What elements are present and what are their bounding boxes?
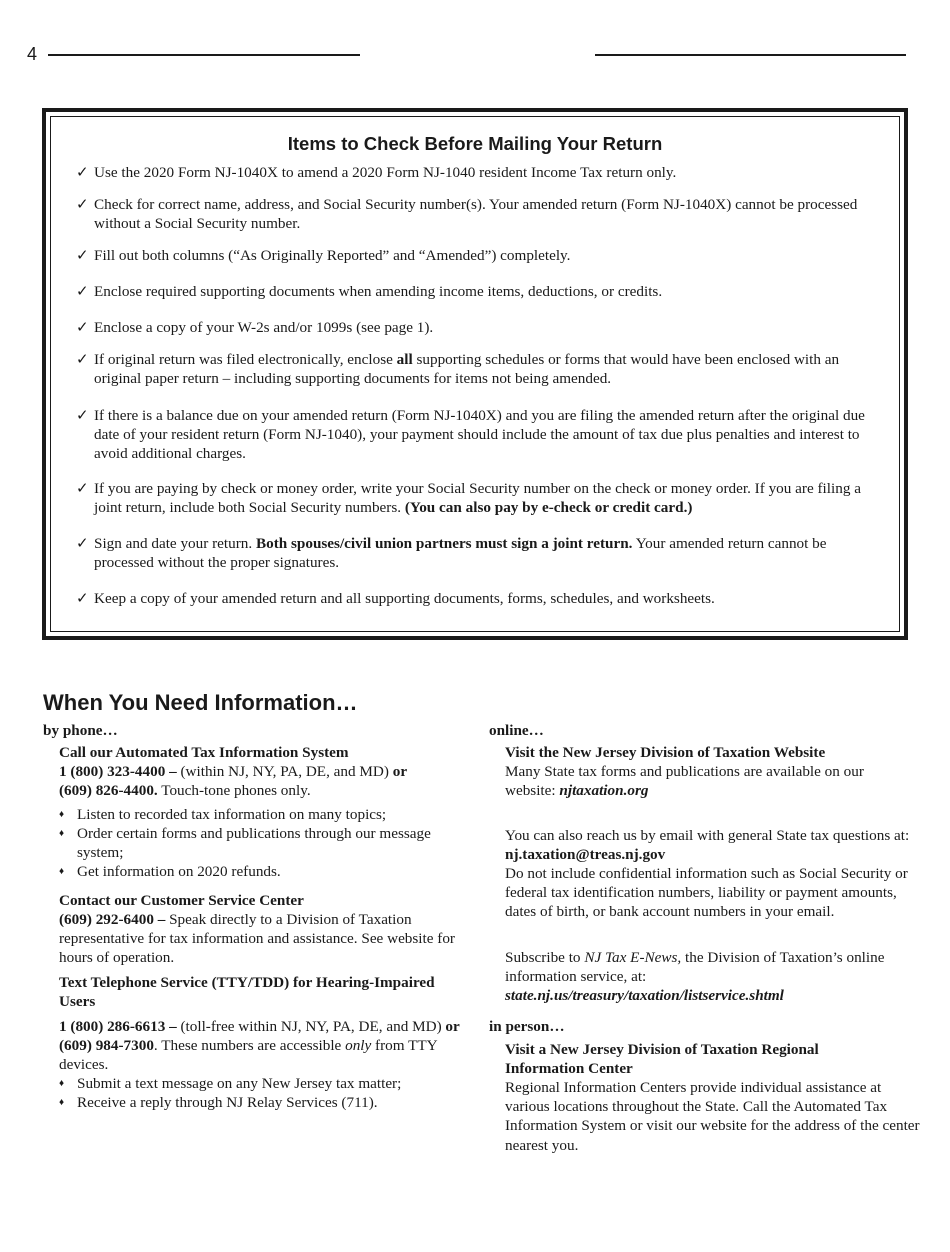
automated-heading: Call our Automated Tax Information System — [59, 744, 349, 761]
list-item: ♦ Order certain forms and publications through our message system; — [59, 825, 431, 862]
automated-details: 1 (800) 323-4400 – (within NJ, NY, PA, DE, and MD) or (609) 826-4400. Touch-tone phones only. — [59, 763, 408, 800]
header-rule-right — [595, 54, 906, 56]
check-icon: ✓ — [76, 247, 89, 264]
check-icon: ✓ — [76, 535, 89, 552]
diamond-bullet-icon: ♦ — [59, 866, 65, 877]
diamond-bullet-icon: ♦ — [59, 1097, 65, 1108]
checklist-box — [42, 108, 908, 640]
email-text: You can also reach us by email with general State tax questions at: nj.taxation@treas.nj.gov — [505, 827, 910, 864]
website-link[interactable]: njtaxation.org — [559, 782, 649, 800]
subscribe-link[interactable]: state.nj.us/treasury/taxation/listservice.shtml — [505, 987, 784, 1005]
tty-heading: Text Telephone Service (TTY/TDD) for Hearing-Impaired Users — [59, 974, 435, 1011]
confidential-caution: Do not include confidential information such as Social Security or federal tax identification numbers, liability or payment amounts, dates of birth, or bank account numbers in your email. — [505, 865, 908, 921]
checklist-inner-border — [50, 116, 900, 632]
page-number: 4 — [27, 44, 38, 64]
check-icon: ✓ — [76, 283, 89, 300]
check-icon: ✓ — [76, 351, 89, 368]
checklist-item: ✓ Fill out both columns (“As Originally Reported” and “Amended”) completely. — [76, 247, 571, 264]
check-icon: ✓ — [76, 196, 89, 213]
checklist-item: ✓ If original return was filed electronically, enclose all supporting schedules or forms that would have been enclosed with an original paper return – including supporting documents for items not being amended. — [76, 351, 840, 388]
checklist-item: ✓ Enclose required supporting documents when amending income items, deductions, or credits. — [76, 283, 663, 300]
info-section-title: When You Need Information… — [43, 690, 358, 715]
check-icon: ✓ — [76, 407, 89, 424]
checklist-item: ✓ If you are paying by check or money order, write your Social Security number on the check or money order. If you are filing a joint return, include both Social Security numbers. (You can also pay by e-check or credit card.) — [76, 480, 861, 517]
check-icon: ✓ — [76, 590, 89, 607]
in-person-heading: in person… — [489, 1018, 565, 1035]
regional-center-heading: Visit a New Jersey Division of Taxation Regional Information Center — [505, 1041, 819, 1078]
checklist-title: Items to Check Before Mailing Your Return — [287, 133, 663, 154]
online-heading: online… — [489, 722, 544, 739]
check-icon: ✓ — [76, 164, 89, 181]
website-heading: Visit the New Jersey Division of Taxation Website — [505, 744, 826, 761]
diamond-bullet-icon: ♦ — [59, 828, 65, 839]
list-item: ♦ Get information on 2020 refunds. — [59, 863, 281, 880]
subscribe-text: Subscribe to NJ Tax E-News, the Division of Taxation’s online information service, at: state.nj.us/treasury/taxation/listservice.shtml — [505, 949, 885, 1005]
check-icon: ✓ — [76, 319, 89, 336]
regional-center-text: Regional Information Centers provide individual assistance at various locations throughout the State. Call the Automated Tax Information System or visit our website for the address of the center nearest you. — [505, 1079, 920, 1154]
tty-text: 1 (800) 286-6613 – (toll-free within NJ, NY, PA, DE, and MD) or (609) 984-7300. These numbers are accessible only from TTY devices. — [59, 1018, 460, 1074]
list-item: ♦ Receive a reply through NJ Relay Services (711). — [59, 1094, 378, 1111]
checklist-item: ✓ Enclose a copy of your W-2s and/or 1099s (see page 1). — [76, 319, 434, 336]
phone-heading: by phone… — [43, 722, 118, 739]
checklist-item: ✓ Use the 2020 Form NJ-1040X to amend a 2020 Form NJ-1040 resident Income Tax return only. — [76, 164, 677, 181]
checklist-item: ✓ If there is a balance due on your amended return (Form NJ-1040X) and you are filing the amended return after the original due date of your resident return (Form NJ-1040), your payment should include the amount of tax due plus penalties and interest to avoid additional charges. — [76, 407, 865, 463]
checklist-item: ✓ Check for correct name, address, and Social Security number(s). Your amended return (Form NJ-1040X) cannot be processed without a Social Security number. — [76, 196, 858, 233]
website-text: Many State tax forms and publications are available on our website: njtaxation.org — [505, 763, 864, 800]
list-item: ♦ Submit a text message on any New Jersey tax matter; — [59, 1075, 402, 1092]
checklist-item: ✓ Keep a copy of your amended return and all supporting documents, forms, schedules, and worksheets. — [76, 590, 715, 607]
customer-service-heading: Contact our Customer Service Center — [59, 892, 304, 909]
diamond-bullet-icon: ♦ — [59, 1078, 65, 1089]
checklist-item: ✓ Sign and date your return. Both spouses/civil union partners must sign a joint return. Your amended return cannot be processed without the proper signatures. — [76, 535, 827, 572]
check-icon: ✓ — [76, 480, 89, 497]
customer-service-text: (609) 292-6400 – Speak directly to a Division of Taxation representative for tax information and assistance. See website for hours of operation. — [59, 911, 455, 967]
header-rule-left — [48, 54, 360, 56]
diamond-bullet-icon: ♦ — [59, 809, 65, 820]
email-link[interactable]: nj.taxation@treas.nj.gov — [505, 846, 666, 864]
list-item: ♦ Listen to recorded tax information on many topics; — [59, 806, 387, 823]
